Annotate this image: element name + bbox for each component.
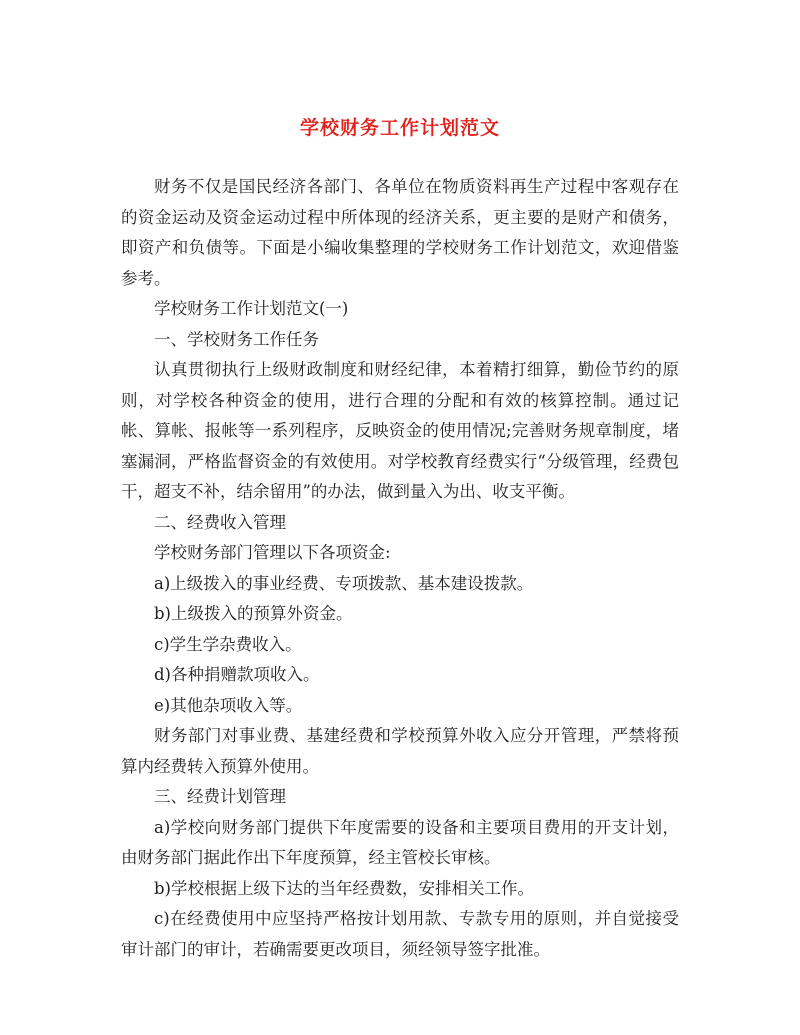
paragraph-tasks: 认真贯彻执行上级财政制度和财经纪律，本着精打细算，勤俭节约的原则，对学校各种资金的使用，进行合理的分配和有效的核算控制。通过记帐、算帐、报帐等一系列程序，反映资金的使用情况;完善财务规章制度，堵塞漏洞，严格监督资金的有效使用。对学校教育经费实行“分级管理，经费包干，超支不补，结余留用”的办法，做到量入为出、收支平衡。 — [121, 360, 679, 501]
paragraph-subtitle: 学校财务工作计划范文(一) — [154, 299, 349, 318]
section-heading-3: 三、经费计划管理 — [154, 787, 286, 806]
paragraph-intro: 财务不仅是国民经济各部门、各单位在物质资料再生产过程中客观存在的资金运动及资金运动过程中所体现的经济关系，更主要的是财产和债务，即资产和负债等。下面是小编收集整理的学校财务工作计划范文，欢迎借鉴参考。 — [121, 177, 679, 288]
plan-item-c: c)在经费使用中应坚持严格按计划用款、专款专用的原则，并自觉接受审计部门的审计，若确需要更改项目，须经领导签字批准。 — [121, 909, 679, 959]
document-body — [121, 172, 679, 965]
paragraph-separate-management: 财务部门对事业费、基建经费和学校预算外收入应分开管理，严禁将预算内经费转入预算外使用。 — [121, 726, 679, 776]
list-item-e: e)其他杂项收入等。 — [154, 695, 303, 715]
list-item-b: b)上级拨入的预算外资金。 — [154, 604, 353, 623]
section-heading-1: 一、学校财务工作任务 — [154, 329, 319, 349]
document-title: 学校财务工作计划范文 — [299, 117, 500, 139]
plan-item-b: b)学校根据上级下达的当年经费数，安排相关工作。 — [154, 878, 534, 898]
list-item-d: d)各种捐赠款项收入。 — [154, 665, 320, 684]
list-item-c: c)学生学杂费收入。 — [154, 634, 302, 654]
paragraph-funds-intro: 学校财务部门管理以下各项资金: — [154, 543, 391, 562]
list-item-a: a)上级拨入的事业经费、专项拨款、基本建设拨款。 — [154, 573, 534, 593]
section-heading-2: 二、经费收入管理 — [154, 512, 286, 532]
plan-item-a: a)学校向财务部门提供下年度需要的设备和主要项目费用的开支计划，由财务部门据此作出下年度预算，经主管校长审核。 — [121, 817, 679, 867]
